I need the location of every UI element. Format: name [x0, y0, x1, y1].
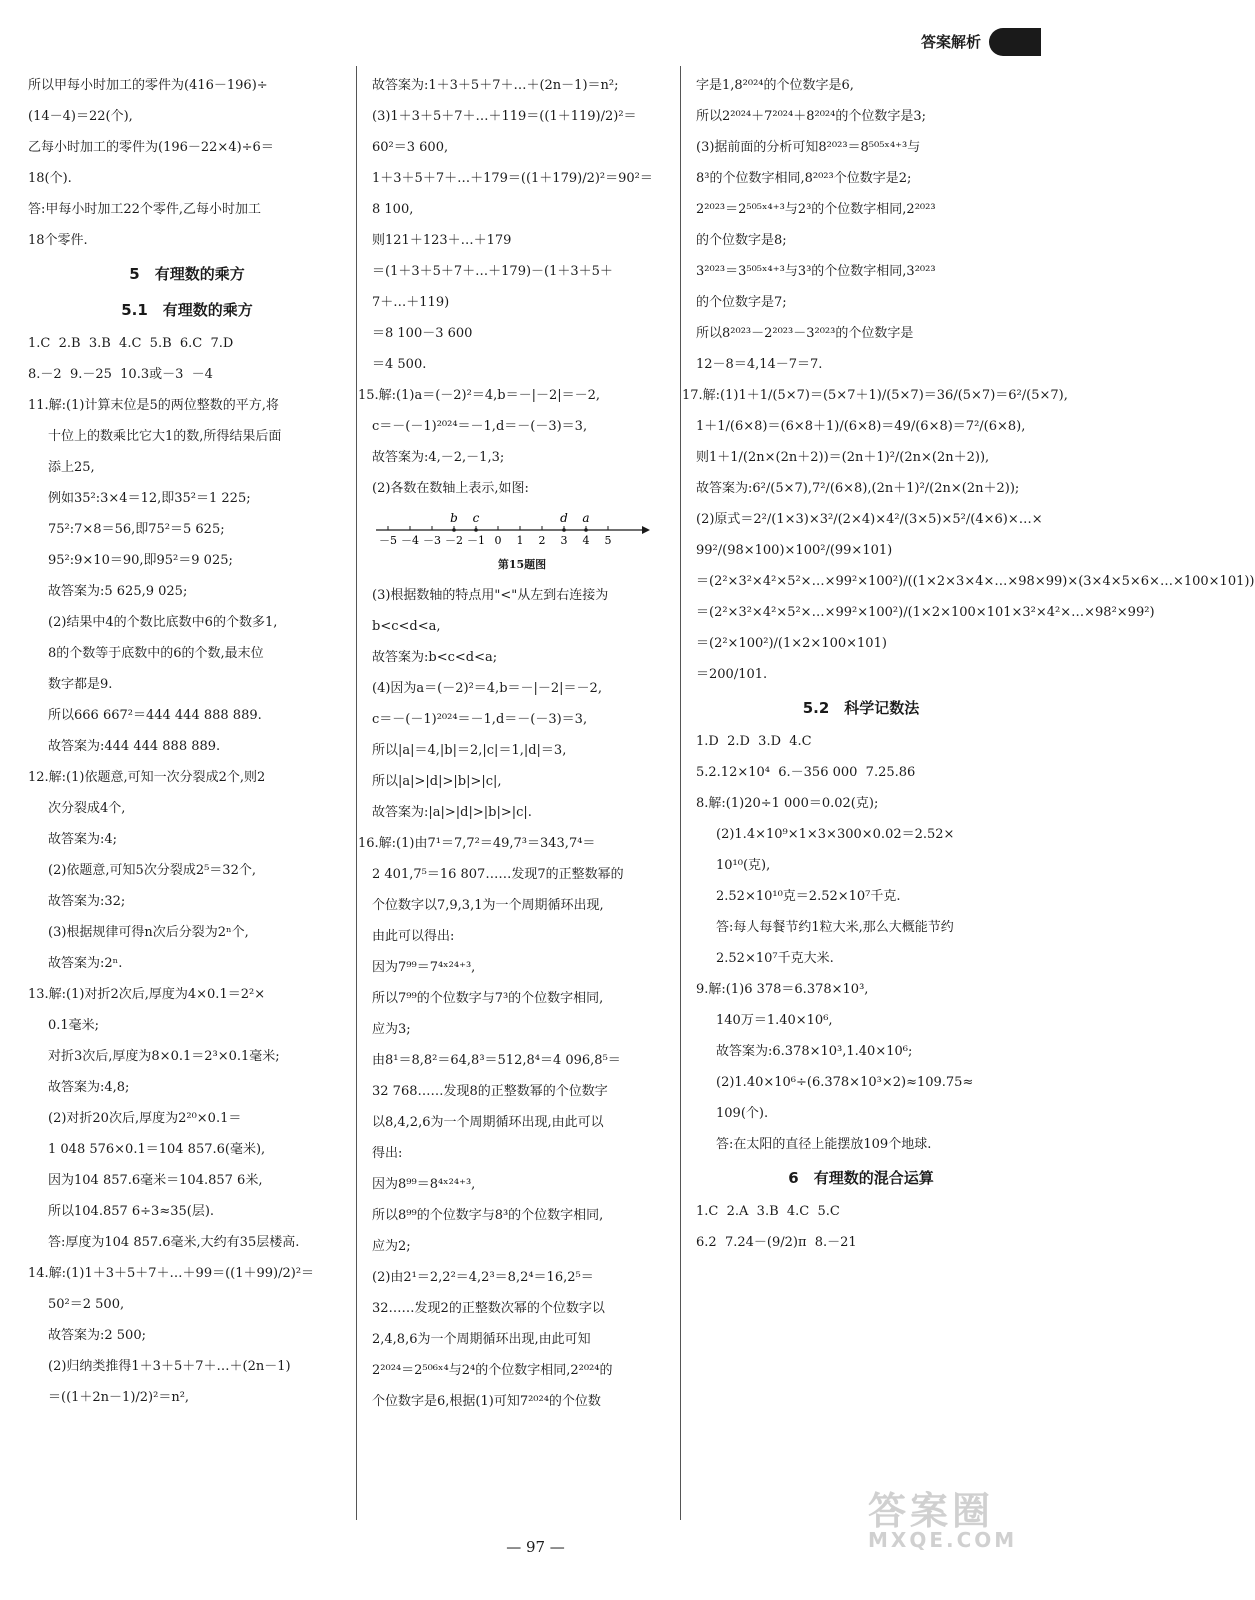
answer-line: 109(个).: [716, 1106, 769, 1121]
answer-line: 2.52×10⁷千克大米.: [716, 951, 834, 966]
number-line-point: [474, 528, 478, 532]
answer-line: 12.解:(1)依题意,可知一次分裂成2个,则2: [28, 770, 266, 785]
section-tab-marker: [989, 28, 1041, 56]
answer-line: 8的个数等于底数中的6的个数,最末位: [48, 646, 264, 661]
answer-line: 故答案为:4,8;: [48, 1080, 130, 1095]
answer-line: ＝200/101.: [696, 667, 768, 682]
answer-line: 故答案为:6.378×10³,1.40×10⁶;: [716, 1044, 913, 1059]
answer-line: 7＋…＋119): [372, 295, 450, 310]
answer-line: (2)原式＝2²/(1×3)×3²/(2×4)×4²/(3×5)×5²/(4×6)×…×: [696, 512, 1043, 527]
answer-line: 0.1毫米;: [48, 1018, 100, 1033]
answer-line: 添上25,: [48, 460, 95, 475]
number-line-tick-label: 2: [538, 534, 546, 547]
answer-line: 个位数字以7,9,3,1为一个周期循环出现,: [372, 898, 604, 913]
watermark-url: MXQE.COM: [868, 1528, 1018, 1552]
answer-line: 以8,4,2,6为一个周期循环出现,由此可以: [372, 1115, 604, 1130]
answer-line: ＝(1＋3＋5＋7＋…＋179)－(1＋3＋5＋: [372, 264, 613, 279]
answer-line: 17.解:(1)1＋1/(5×7)＝(5×7＋1)/(5×7)＝36/(5×7)＝6²/(5×7),: [682, 388, 1068, 403]
answer-line: 因为8⁹⁹＝8⁴ˣ²⁴⁺³,: [372, 1177, 476, 1192]
answer-line: 所以|a|>|d|>|b|>|c|,: [372, 774, 502, 789]
answer-line: 18个零件.: [28, 233, 88, 248]
answer-line: 对折3次后,厚度为8×0.1＝2³×0.1毫米;: [48, 1049, 280, 1064]
answer-line: 故答案为:6²/(5×7),7²/(6×8),(2n＋1)²/(2n×(2n＋2));: [696, 481, 1020, 496]
answer-line: 答:每人每餐节约1粒大米,那么大概能节约: [716, 920, 954, 935]
answer-line: 14.解:(1)1＋3＋5＋7＋…＋99＝((1＋99)/2)²＝: [28, 1266, 315, 1281]
answer-line: ＝8 100－3 600: [372, 326, 473, 341]
number-line-point-label: a: [582, 511, 590, 525]
number-line-point-label: d: [560, 511, 568, 525]
answer-column-3: [682, 70, 1255, 1258]
answer-line: 由此可以得出:: [372, 929, 455, 944]
number-line-tick-label: 4: [582, 534, 590, 547]
answer-line: 的个位数字是8;: [696, 233, 787, 248]
answer-line: 1＋3＋5＋7＋…＋179＝((1＋179)/2)²＝90²＝: [372, 171, 653, 186]
answer-line: 则1＋1/(2n×(2n＋2))＝(2n＋1)²/(2n×(2n＋2)),: [696, 450, 990, 465]
number-line-tick-label: －4: [401, 534, 419, 547]
answer-line: 11.解:(1)计算末位是5的两位整数的平方,将: [28, 398, 279, 413]
answer-line: 2²⁰²³＝2⁵⁰⁵ˣ⁴⁺³与2³的个位数字相同,2²⁰²³: [696, 202, 936, 217]
number-line-arrow: [642, 526, 650, 534]
column-divider-2: [680, 66, 681, 1520]
answer-line: ＝((1＋2n－1)/2)²＝n²,: [48, 1390, 190, 1405]
answer-line: 故答案为:2ⁿ.: [48, 956, 123, 971]
answer-line: 9.解:(1)6 378＝6.378×10³,: [696, 982, 869, 997]
number-line-point: [452, 528, 456, 532]
answer-line: 2,4,8,6为一个周期循环出现,由此可知: [372, 1332, 591, 1347]
number-line-tick-label: 3: [560, 534, 568, 547]
answer-line: b<c<d<a,: [372, 619, 441, 634]
answer-column-2: [358, 70, 672, 1417]
answer-line: 故答案为:4,－2,－1,3;: [372, 450, 505, 465]
answer-line: 1.C 2.B 3.B 4.C 5.B 6.C 7.D: [28, 336, 234, 351]
answer-line: 因为7⁹⁹＝7⁴ˣ²⁴⁺³,: [372, 960, 476, 975]
figure-caption: 第15题图: [497, 558, 547, 571]
number-line-tick-label: －5: [379, 534, 397, 547]
answer-line: 所以|a|＝4,|b|＝2,|c|＝1,|d|＝3,: [372, 743, 567, 758]
section-heading: 6 有理数的混合运算: [788, 1169, 934, 1187]
answer-line: (2)归纳类推得1＋3＋5＋7＋…＋(2n－1): [48, 1359, 291, 1374]
number-line-tick-label: 0: [494, 534, 502, 547]
section-heading: 5.1 有理数的乘方: [121, 301, 253, 319]
answer-line: 则121＋123＋…＋179: [372, 233, 512, 248]
answer-line: 应为2;: [372, 1239, 411, 1254]
answer-line: 8.解:(1)20÷1 000＝0.02(克);: [696, 796, 879, 811]
answer-line: (3)根据规律可得n次后分裂为2ⁿ个,: [48, 925, 249, 940]
answer-line: 15.解:(1)a＝(－2)²＝4,b＝－|－2|＝－2,: [358, 388, 601, 403]
answer-line: (2)对折20次后,厚度为2²⁰×0.1＝: [48, 1111, 242, 1126]
answer-line: 个位数字是6,根据(1)可知7²⁰²⁴的个位数: [372, 1394, 601, 1409]
answer-line: 故答案为:2 500;: [48, 1328, 146, 1343]
answer-line: (2)依题意,可知5次分裂成2⁵＝32个,: [48, 863, 256, 878]
answer-line: (2)各数在数轴上表示,如图:: [372, 481, 529, 496]
answer-line: 所以甲每小时加工的零件为(416－196)÷: [28, 78, 268, 93]
answer-line: 8³的个位数字相同,8²⁰²³个位数字是2;: [696, 171, 912, 186]
answer-line: 十位上的数乘比它大1的数,所得结果后面: [48, 429, 282, 444]
answer-line: 95²:9×10＝90,即95²＝9 025;: [48, 553, 233, 568]
answer-line: ＝(2²×3²×4²×5²×…×99²×100²)/((1×2×3×4×…×98×99)×(3×4×5×6×…×100×101)): [696, 574, 1255, 589]
column-divider-1: [356, 66, 357, 1520]
answer-line: 应为3;: [372, 1022, 411, 1037]
number-line-tick-label: 1: [516, 534, 524, 547]
answer-line: 故答案为:b<c<d<a;: [372, 650, 498, 665]
number-line-point: [562, 528, 566, 532]
section-heading: 5.2 科学记数法: [802, 699, 920, 717]
number-line-point-label: c: [472, 511, 480, 525]
section-label: 答案解析: [920, 32, 981, 51]
answer-line: 60²＝3 600,: [372, 140, 449, 155]
answer-line: (2)结果中4的个数比底数中6的个数多1,: [48, 615, 278, 630]
answer-line: 18(个).: [28, 171, 72, 186]
answer-line: 50²＝2 500,: [48, 1297, 125, 1312]
answer-line: 例如35²:3×4＝12,即35²＝1 225;: [48, 491, 251, 506]
answer-line: ＝4 500.: [372, 357, 427, 372]
answer-line: 6.2 7.24－(9/2)π 8.－21: [696, 1235, 857, 1250]
answer-line: (2)1.40×10⁶÷(6.378×10³×2)≈109.75≈: [716, 1075, 974, 1090]
answer-line: (3)根据数轴的特点用"<"从左到右连接为: [372, 588, 609, 603]
answer-line: 12－8＝4,14－7＝7.: [696, 357, 823, 372]
watermark-text: 答案圈: [868, 1489, 995, 1533]
answer-line: 故答案为:|a|>|d|>|b|>|c|.: [372, 805, 532, 820]
number-line-figure: [372, 504, 662, 550]
watermark-logo: [868, 1489, 1038, 1572]
page-number: — 97 —: [506, 1538, 565, 1556]
number-line-tick-label: －1: [467, 534, 485, 547]
answer-line: ＝(2²×3²×4²×5²×…×99²×100²)/(1×2×100×101×3²×4²×…×98²×99²): [696, 605, 1155, 620]
answer-line: 1.D 2.D 3.D 4.C: [696, 734, 812, 749]
answer-line: 2²⁰²⁴＝2⁵⁰⁶ˣ⁴与2⁴的个位数字相同,2²⁰²⁴的: [372, 1363, 613, 1378]
answer-line: (3)据前面的分析可知8²⁰²³＝8⁵⁰⁵ˣ⁴⁺³与: [696, 140, 921, 155]
number-line-container: [372, 504, 672, 550]
answer-line: 得出:: [372, 1146, 403, 1161]
answer-line: 故答案为:5 625,9 025;: [48, 584, 188, 599]
number-line-tick-label: 5: [604, 534, 612, 547]
answer-line: 字是1,8²⁰²⁴的个位数字是6,: [696, 78, 854, 93]
answer-line: 所以7⁹⁹的个位数字与7³的个位数字相同,: [372, 991, 604, 1006]
answer-line: 13.解:(1)对折2次后,厚度为4×0.1＝2²×: [28, 987, 266, 1002]
answer-line: 16.解:(1)由7¹＝7,7²＝49,7³＝343,7⁴＝: [358, 836, 596, 851]
answer-line: 所以666 667²＝444 444 888 889.: [48, 708, 262, 723]
answer-line: c＝－(－1)²⁰²⁴＝－1,d＝－(－3)＝3,: [372, 419, 588, 434]
answer-line: 乙每小时加工的零件为(196－22×4)÷6＝: [28, 140, 274, 155]
answer-line: 8.－2 9.－25 10.3或－3 －4: [28, 367, 213, 382]
answer-line: 32……发现2的正整数次幂的个位数字以: [372, 1301, 605, 1316]
answer-line: 10¹⁰(克),: [716, 858, 771, 873]
answer-line: (2)1.4×10⁹×1×3×300×0.02＝2.52×: [716, 827, 955, 842]
number-line-tick-label: －3: [423, 534, 441, 547]
answer-line: 1 048 576×0.1＝104 857.6(毫米),: [48, 1142, 266, 1157]
answer-line: 的个位数字是7;: [696, 295, 787, 310]
section-heading: 5 有理数的乘方: [129, 265, 245, 283]
answer-line: 3²⁰²³＝3⁵⁰⁵ˣ⁴⁺³与3³的个位数字相同,3²⁰²³: [696, 264, 936, 279]
answer-line: 故答案为:1＋3＋5＋7＋…＋(2n－1)＝n²;: [372, 78, 619, 93]
answer-line: 75²:7×8＝56,即75²＝5 625;: [48, 522, 225, 537]
answer-line: 5.2.12×10⁴ 6.－356 000 7.25.86: [696, 765, 916, 780]
answer-line: 答:厚度为104 857.6毫米,大约有35层楼高.: [48, 1235, 300, 1250]
page-header: [921, 28, 1041, 56]
answer-line: 所以104.857 6÷3≈35(层).: [48, 1204, 215, 1219]
number-line-point-label: b: [450, 511, 458, 525]
answer-line: 次分裂成4个,: [48, 801, 126, 816]
answer-line: 答:在太阳的直径上能摆放109个地球.: [716, 1137, 932, 1152]
answer-column-1: [28, 70, 346, 1413]
answer-line: 故答案为:32;: [48, 894, 126, 909]
answer-line: c＝－(－1)²⁰²⁴＝－1,d＝－(－3)＝3,: [372, 712, 588, 727]
answer-line: 由8¹＝8,8²＝64,8³＝512,8⁴＝4 096,8⁵＝: [372, 1053, 621, 1068]
answer-line: 1.C 2.A 3.B 4.C 5.C: [696, 1204, 840, 1219]
number-line-point: [584, 528, 588, 532]
answer-line: ＝(2²×100²)/(1×2×100×101): [696, 636, 887, 651]
number-line-tick-label: －2: [445, 534, 463, 547]
answer-line: 故答案为:444 444 888 889.: [48, 739, 221, 754]
answer-line: 8 100,: [372, 202, 414, 217]
answer-line: (14－4)＝22(个),: [28, 109, 133, 124]
answer-line: 1＋1/(6×8)＝(6×8＋1)/(6×8)＝49/(6×8)＝7²/(6×8),: [696, 419, 1026, 434]
answer-line: 数字都是9.: [48, 677, 113, 692]
answer-line: 因为104 857.6毫米＝104.857 6米,: [48, 1173, 263, 1188]
answer-line: 所以2²⁰²⁴＋7²⁰²⁴＋8²⁰²⁴的个位数字是3;: [696, 109, 927, 124]
answer-line: 99²/(98×100)×100²/(99×101): [696, 543, 893, 558]
answer-line: 所以8⁹⁹的个位数字与8³的个位数字相同,: [372, 1208, 604, 1223]
answer-line: 2.52×10¹⁰克＝2.52×10⁷千克.: [716, 889, 901, 904]
answer-line: 答:甲每小时加工22个零件,乙每小时加工: [28, 202, 262, 217]
answer-line: 32 768……发现8的正整数幂的个位数字: [372, 1084, 608, 1099]
answer-line: (2)由2¹＝2,2²＝4,2³＝8,2⁴＝16,2⁵＝: [372, 1270, 594, 1285]
answer-line: (4)因为a＝(－2)²＝4,b＝－|－2|＝－2,: [372, 681, 602, 696]
answer-line: 所以8²⁰²³－2²⁰²³－3²⁰²³的个位数字是: [696, 326, 914, 341]
answer-line: (3)1＋3＋5＋7＋…＋119＝((1＋119)/2)²＝: [372, 109, 637, 124]
answer-line: 2 401,7⁵＝16 807……发现7的正整数幂的: [372, 867, 624, 882]
answer-line: 140万＝1.40×10⁶,: [716, 1013, 833, 1028]
answer-line: 故答案为:4;: [48, 832, 118, 847]
